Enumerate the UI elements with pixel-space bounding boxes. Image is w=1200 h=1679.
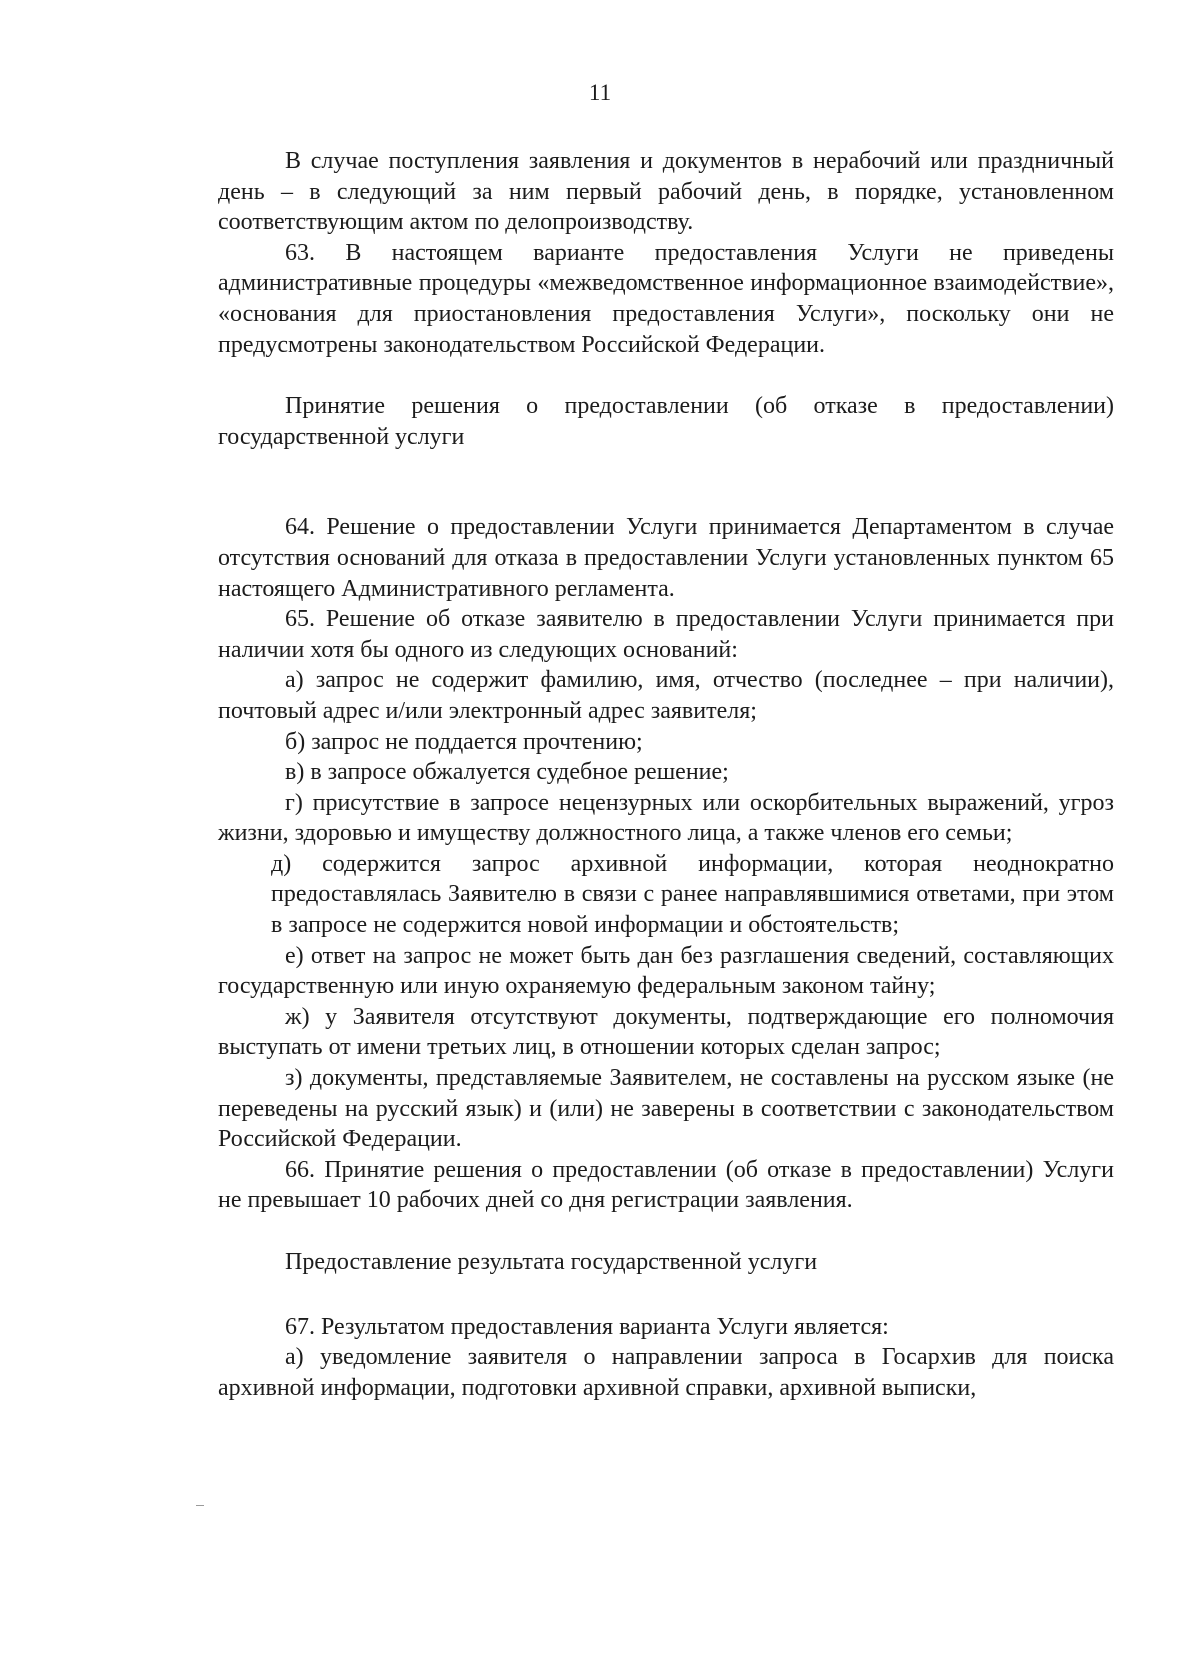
paragraph-64: 64. Решение о предоставлении Услуги принимается Департаментом в случае отсутствия оснований для отказа в предоставлении Услуги установленных пунктом 65 настоящего Административного регламента. (218, 514, 1114, 602)
document-body (218, 146, 1114, 1403)
paragraph-63: 63. В настоящем варианте предоставления Услуги не приведены административные процедуры «межведомственное информационное взаимодействие», «основания для приостановления предоставления Услуги», поскольку они не предусмотрены законодательством Российской Федерации. (218, 239, 1114, 358)
list-item-zh: ж) у Заявителя отсутствуют документы, подтверждающие его полномочия выступать от имени третьих лиц, в отношении которых сделан запрос; (218, 1003, 1114, 1061)
list-item-v: в) в запросе обжалуется судебное решение; (285, 759, 729, 786)
list-item-d: д) содержится запрос архивной информации, которая неоднократно предоставлялась Заявителю в связи с ранее направлявшимися ответами, при этом в запросе не содержится новой информации и обстоятельств; (271, 850, 1114, 939)
list-item-g: г) присутствие в запросе нецензурных или оскорбительных выражений, угроз жизни, здоровью и имуществу должностного лица, а также членов его семьи; (218, 789, 1114, 847)
paragraph-working-days: В случае поступления заявления и документов в нерабочий или праздничный день – в следующий за ним первый рабочий день, в порядке, установленном соответствующим актом по делопроизводству. (218, 148, 1114, 236)
paragraph-67-item-a: а) уведомление заявителя о направлении запроса в Госархив для поиска архивной информации, подготовки архивной справки, архивной выписки, (218, 1344, 1114, 1401)
section-heading-decision: Принятие решения о предоставлении (об отказе в предоставлении) государственной услуги (218, 393, 1114, 450)
list-item-z: з) документы, представляемые Заявителем, не составлены на русском языке (не переведены на русский язык) и (или) не заверены в соответствии с законодательством Российской Федерации. (218, 1065, 1114, 1153)
margin-mark (196, 1505, 204, 1506)
paragraph-66: 66. Принятие решения о предоставлении (об отказе в предоставлении) Услуги не превышает 10 рабочих дней со дня регистрации заявления. (218, 1156, 1114, 1214)
page-number: 11 (588, 80, 612, 105)
paragraph-67: 67. Результатом предоставления варианта Услуги является: (285, 1313, 889, 1340)
list-item-b: б) запрос не поддается прочтению; (285, 728, 643, 755)
list-item-e: е) ответ на запрос не может быть дан без разглашения сведений, составляющих государственную или иную охраняемую федеральным законом тайну; (218, 942, 1114, 1000)
list-item-a: а) запрос не содержит фамилию, имя, отчество (последнее – при наличии), почтовый адрес и/или электронный адрес заявителя; (218, 667, 1114, 724)
paragraph-65: 65. Решение об отказе заявителю в предоставлении Услуги принимается при наличии хотя бы одного из следующих оснований: (218, 606, 1114, 663)
section-heading-result: Предоставление результата государственной услуги (285, 1249, 818, 1275)
